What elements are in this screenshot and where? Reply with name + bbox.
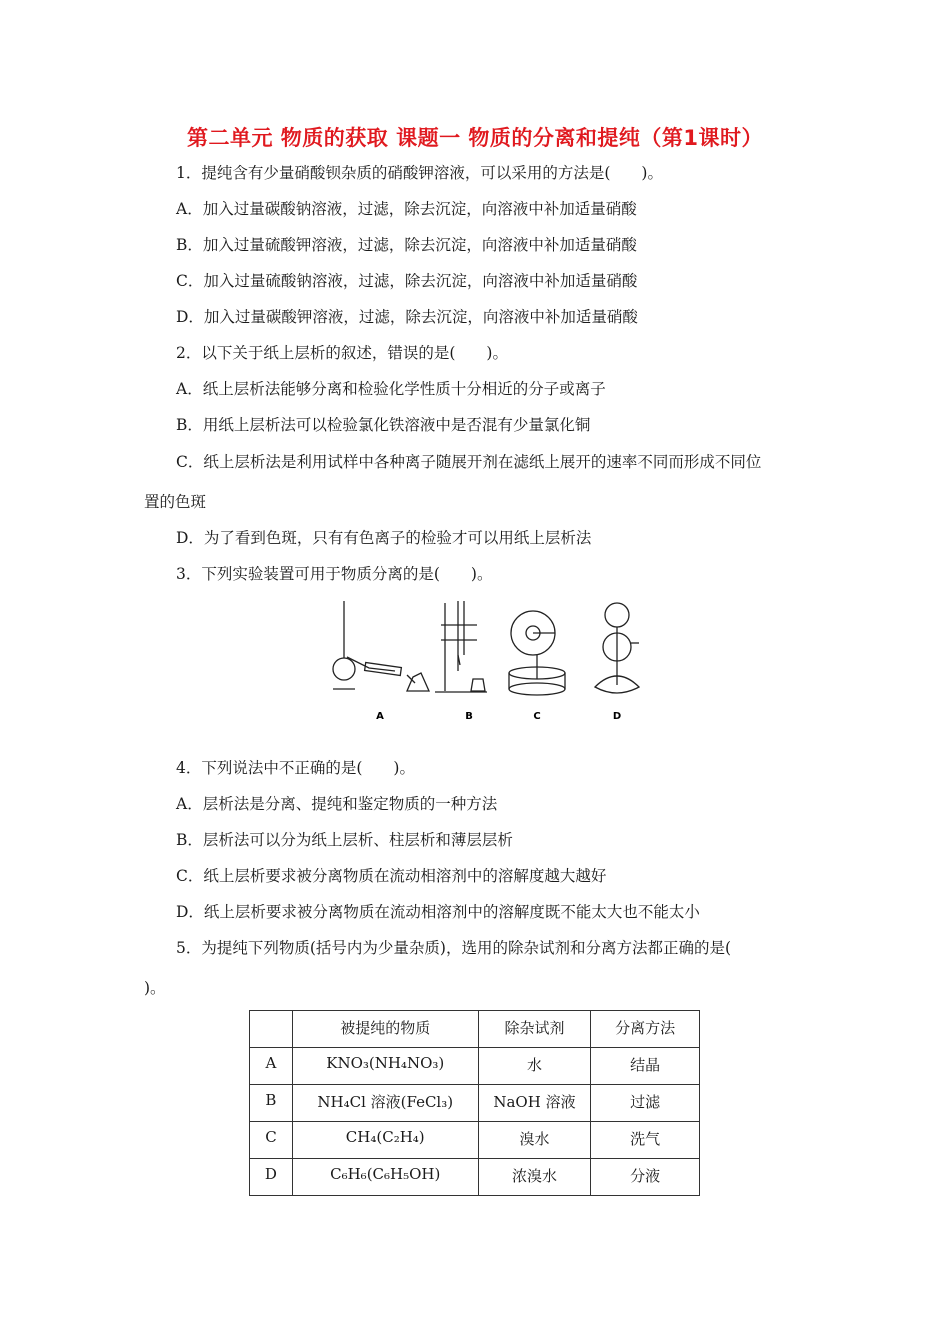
table-cell: 分液 [591,1159,700,1196]
table-cell: D [250,1159,293,1196]
table-cell: 浓溴水 [478,1159,591,1196]
q2-option-c: C．纸上层析法是利用试样中各种离子随展开剂在滤纸上展开的速率不同而形成不同位 [176,453,762,471]
table-header-cell [250,1011,293,1048]
figure-label-b: B [465,711,473,722]
q4-option-d: D．纸上层析要求被分离物质在流动相溶剂中的溶解度既不能太大也不能太小 [176,903,700,921]
table-cell: 洗气 [591,1122,700,1159]
figure-label-c: C [533,711,541,722]
table-cell: KNO₃(NH₄NO₃) [292,1048,478,1085]
table-header-cell: 除杂试剂 [478,1011,591,1048]
table-cell: A [250,1048,293,1085]
q2-option-b: B．用纸上层析法可以检验氯化铁溶液中是否混有少量氯化铜 [176,416,591,434]
figure-label-d: D [612,711,622,722]
table-row [250,1048,700,1085]
table-cell: B [250,1085,293,1122]
q2-option-a: A．纸上层析法能够分离和检验化学性质十分相近的分子或离子 [176,380,606,398]
q1-option-b: B．加入过量硫酸钾溶液，过滤，除去沉淀，向溶液中补加适量硝酸 [176,236,637,254]
table-cell: 溴水 [478,1122,591,1159]
question-4: 4．下列说法中不正确的是( )。 [176,759,415,777]
q4-option-a: A．层析法是分离、提纯和鉴定物质的一种方法 [176,795,498,813]
q2-option-d: D．为了看到色斑，只有有色离子的检验才可以用纸上层析法 [176,529,592,547]
q2-option-c-continued: 置的色斑 [144,493,207,511]
table-row [250,1122,700,1159]
table-header-row [250,1011,700,1048]
question-2: 2．以下关于纸上层析的叙述，错误的是( )。 [176,344,508,362]
table-row [250,1085,700,1122]
q5-options-table [249,1010,700,1196]
q4-option-c: C．纸上层析要求被分离物质在流动相溶剂中的溶解度越大越好 [176,867,607,885]
q1-option-d: D．加入过量碳酸钾溶液，过滤，除去沉淀，向溶液中补加适量硝酸 [176,308,638,326]
apparatus-drawing [325,595,645,725]
question-1: 1．提纯含有少量硝酸钡杂质的硝酸钾溶液，可以采用的方法是( )。 [176,164,663,182]
table-row [250,1159,700,1196]
q4-option-b: B．层析法可以分为纸上层析、柱层析和薄层层析 [176,831,513,849]
page-title: 第二单元 物质的获取 课题一 物质的分离和提纯（第1课时） [186,126,764,150]
table-cell: CH₄(C₂H₄) [292,1122,478,1159]
table-cell: NH₄Cl 溶液(FeCl₃) [292,1085,478,1122]
table-cell: 结晶 [591,1048,700,1085]
table-cell: C [250,1122,293,1159]
table-cell: 过滤 [591,1085,700,1122]
q1-option-a: A．加入过量碳酸钠溶液，过滤，除去沉淀，向溶液中补加适量硝酸 [176,200,637,218]
table-cell: C₆H₆(C₆H₅OH) [292,1159,478,1196]
question-5: 5．为提纯下列物质(括号内为少量杂质)，选用的除杂试剂和分离方法都正确的是( [176,939,732,957]
table-header-cell: 分离方法 [591,1011,700,1048]
q1-option-c: C．加入过量硫酸钠溶液，过滤，除去沉淀，向溶液中补加适量硝酸 [176,272,638,290]
question-3: 3．下列实验装置可用于物质分离的是( )。 [176,565,493,583]
apparatus-figure [325,595,645,725]
question-5-continued: )。 [144,979,166,997]
figure-label-a: A [376,711,384,722]
table-cell: 水 [478,1048,591,1085]
table-header-cell: 被提纯的物质 [292,1011,478,1048]
table-cell: NaOH 溶液 [478,1085,591,1122]
